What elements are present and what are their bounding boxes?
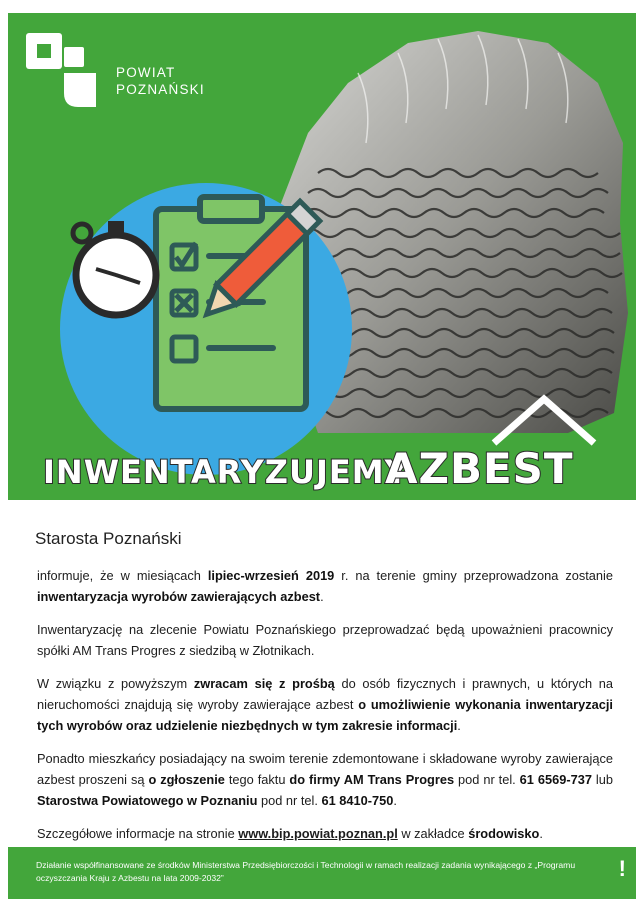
- brand-line-1: POWIAT: [116, 65, 176, 80]
- announcement-body: [37, 565, 613, 856]
- brand-line-2: POZNAŃSKI: [116, 82, 205, 97]
- headline-part-2: AZBEST: [385, 444, 574, 493]
- website-link[interactable]: www.bip.powiat.poznan.pl: [238, 826, 398, 841]
- paragraph-1: informuje, że w miesiącach lipiec-wrzesień 2019 r. na terenie gminy przeprowadzona zostanie inwentaryzacja wyrobów zawierających azbest.: [37, 568, 614, 604]
- funding-note: Działanie współfinansowane ze środków Ministerstwa Przedsiębiorczości i Technologii w ramach realizacji zadania wynikającego z „Programu oczyszczania Kraju z Azbestu na lata 2009-2032”: [36, 860, 576, 883]
- header-banner: [8, 13, 636, 500]
- headline-part-1: INWENTARYZUJEMY: [43, 453, 409, 491]
- sender-title: Starosta Poznański: [35, 529, 182, 548]
- paragraph-5: Szczegółowe informacje na stronie www.bip.powiat.poznan.pl w zakładce środowisko.: [37, 826, 543, 841]
- page-headline: [43, 437, 636, 500]
- paragraph-3: W związku z powyższym zwracam się z prośbą do osób fizycznych i prawnych, u których na nieruchomości znajdują się wyroby zawierające azbest o umożliwienie wykonania inwentaryzacji tych wyrobów oraz udzielenie niezbędnych w tym zakresie informacji.: [37, 676, 613, 733]
- paragraph-4: Ponadto mieszkańcy posiadający na swoim terenie zdemontowane i składowane wyroby zawierające azbest proszeni są o zgłoszenie tego faktu do firmy AM Trans Progres pod nr tel. 61 6569-737 lub Starostwa Powiatowego w Poznaniu pod nr tel. 61 8410-750.: [37, 751, 613, 808]
- paragraph-2: Inwentaryzację na zlecenie Powiatu Poznańskiego przeprowadzać będą upoważnieni pracownicy spółki AM Trans Progres z siedzibą w Złotnikach.: [37, 622, 613, 658]
- exclamation-mark: !: [618, 856, 626, 881]
- footer-banner: [8, 847, 636, 899]
- roof-icon: [8, 13, 636, 500]
